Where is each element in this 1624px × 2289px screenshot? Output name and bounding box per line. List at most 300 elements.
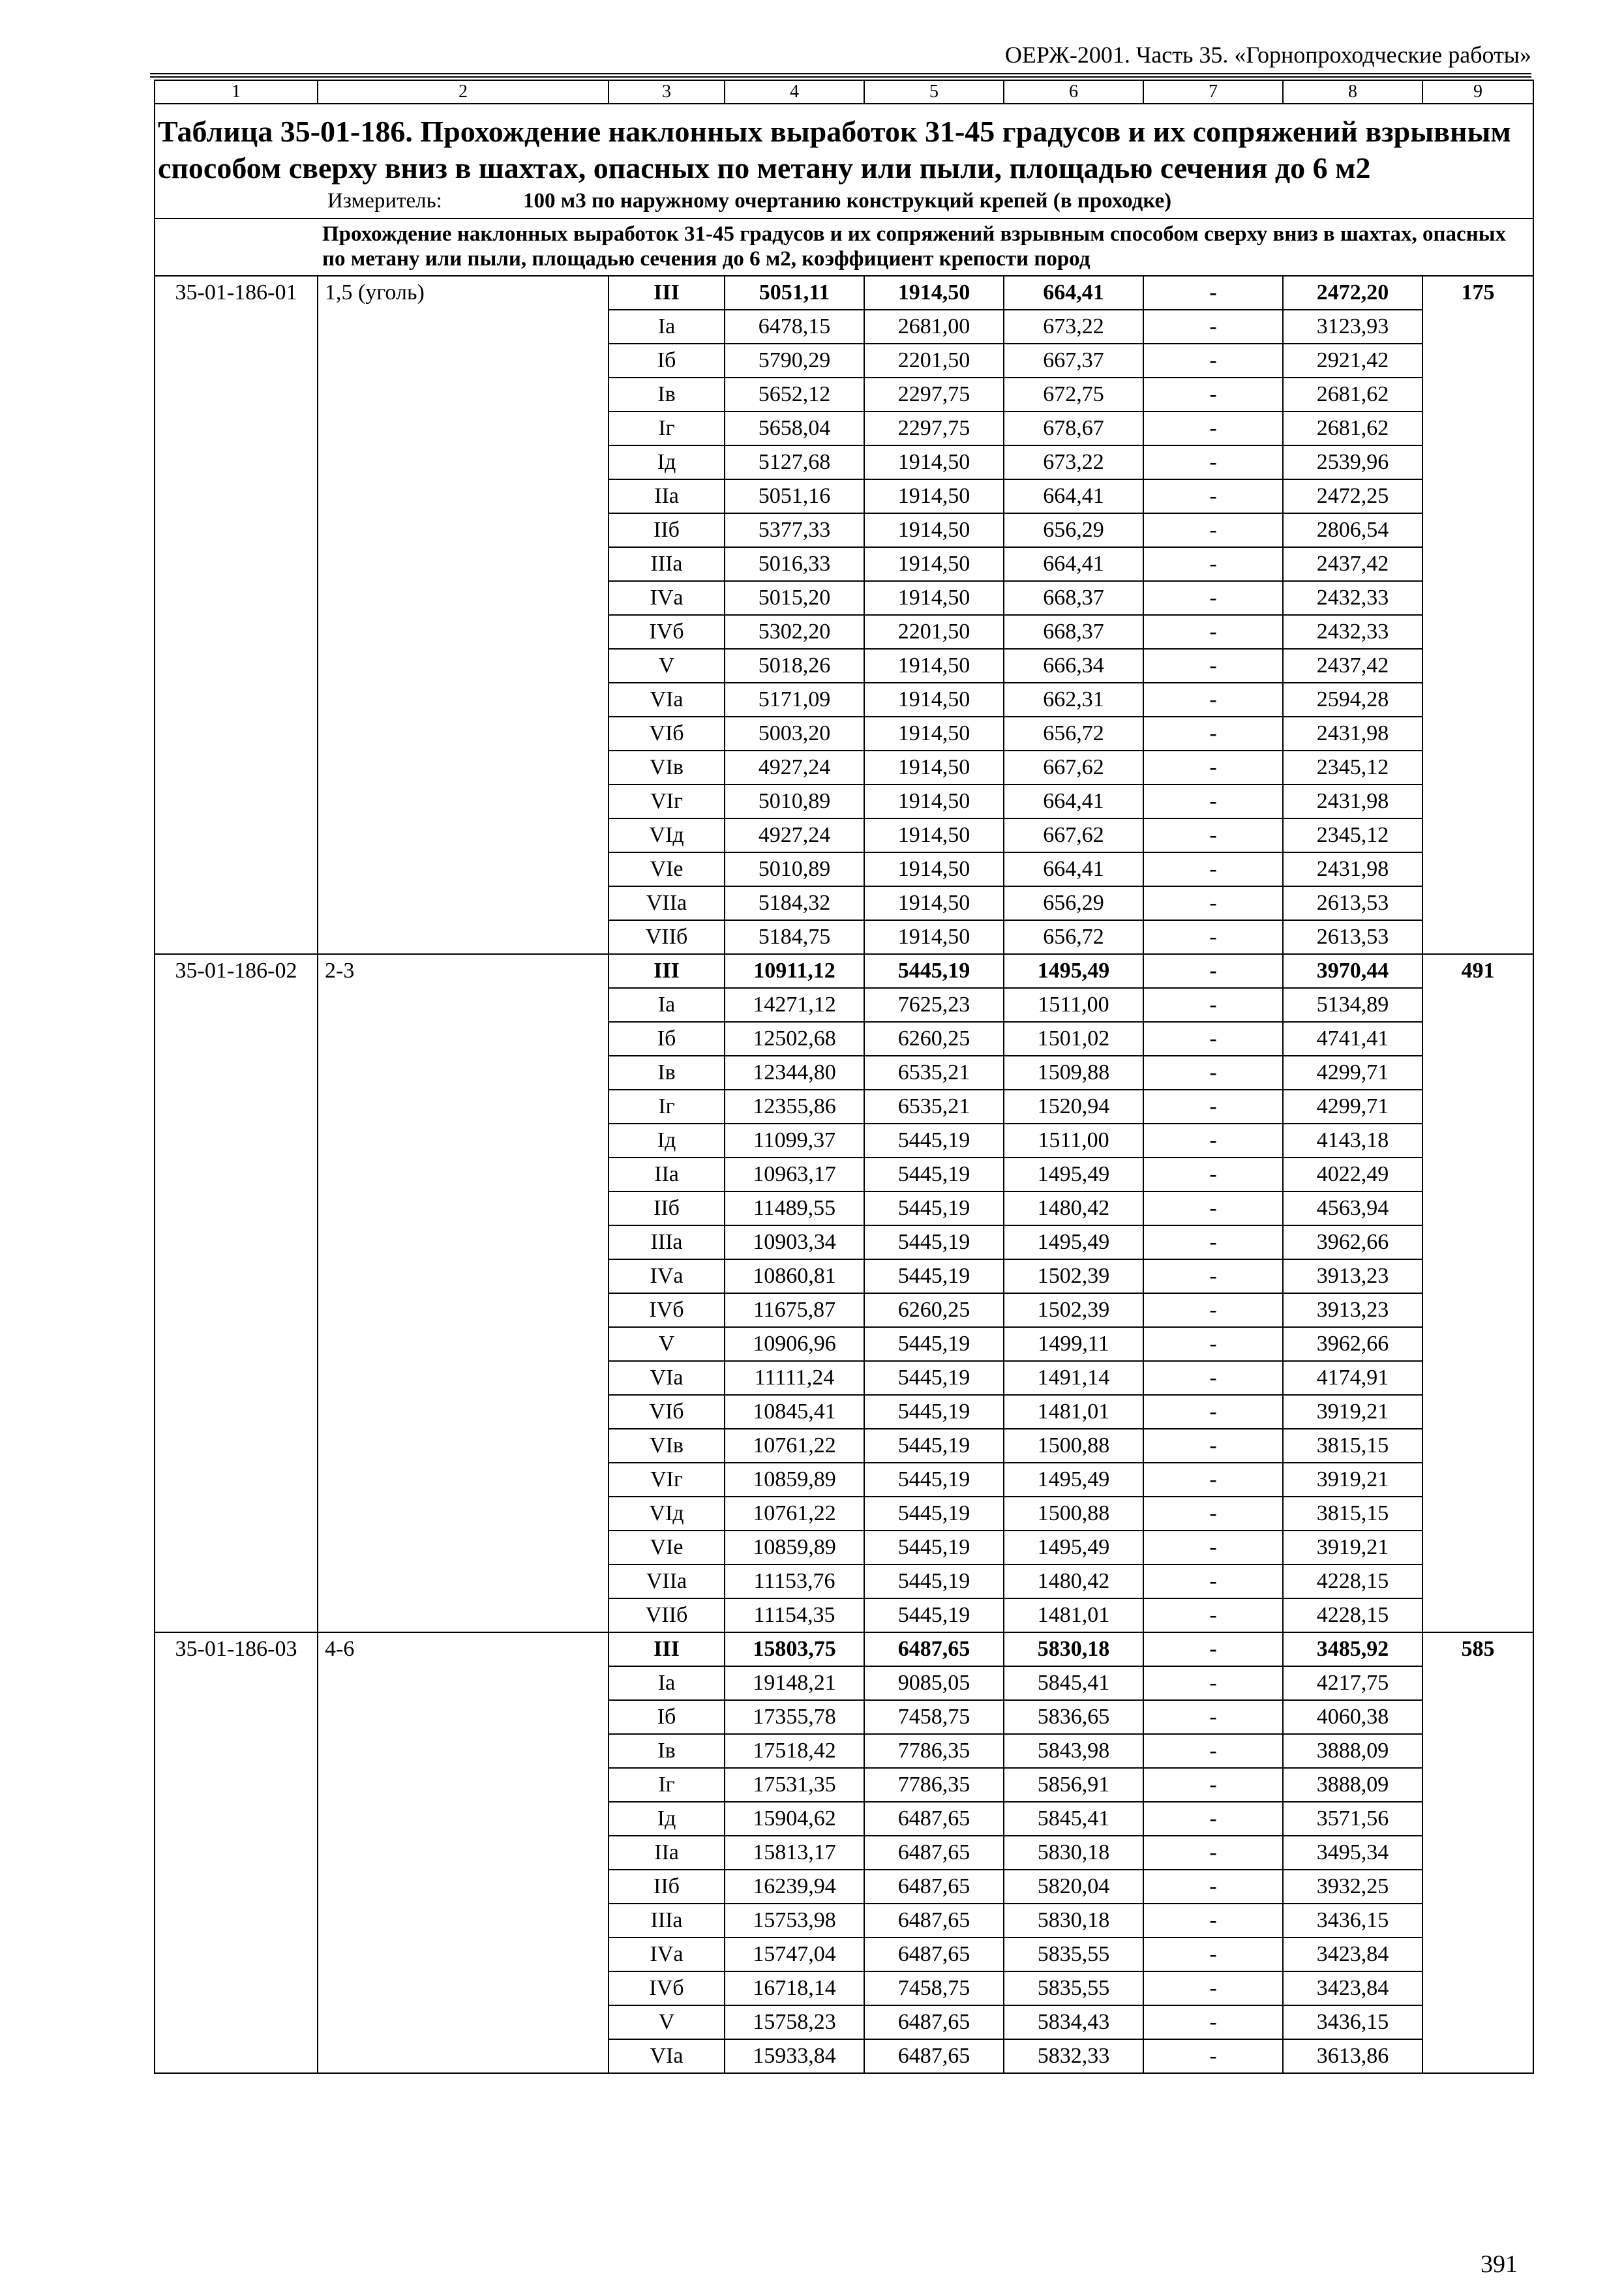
empty-cell [155,1564,318,1598]
empty-cell [155,2039,318,2073]
cost-drivers: - [1143,310,1283,344]
cost-machines: 1491,14 [1004,1361,1143,1395]
cost-machines: 664,41 [1004,479,1143,513]
cost-direct: 5652,12 [725,378,864,411]
cost-direct: 12355,86 [725,1090,864,1124]
table-row [155,886,1533,920]
cost-machines: 5836,65 [1004,1700,1143,1734]
col-num: 1 [155,80,318,104]
cost-direct: 16239,94 [725,1870,864,1904]
cost-direct: 15758,23 [725,2005,864,2039]
table-row [155,1904,1533,1937]
cost-wages: 9085,05 [864,1666,1004,1700]
cost-direct: 19148,21 [725,1666,864,1700]
cost-drivers: - [1143,886,1283,920]
cost-materials: 3423,84 [1283,1971,1422,2005]
empty-cell [155,1497,318,1531]
cost-direct: 12344,80 [725,1056,864,1090]
empty-cell [318,445,609,479]
cost-wages: 2297,75 [864,411,1004,445]
cost-drivers: - [1143,1870,1283,1904]
cost-drivers: - [1143,479,1283,513]
cost-machines: 668,37 [1004,615,1143,649]
empty-cell [1422,1666,1533,1700]
cost-materials: 3571,56 [1283,1802,1422,1836]
cost-wages: 1914,50 [864,649,1004,683]
cost-machines: 667,62 [1004,751,1143,785]
empty-cell [318,2005,609,2039]
zone-label: IVа [609,1259,725,1293]
zone-label: Iв [609,1056,725,1090]
cost-direct: 11153,76 [725,1564,864,1598]
zone-label: V [609,2005,725,2039]
zone-label: Iг [609,1768,725,1802]
empty-cell [318,411,609,445]
table-row [155,1090,1533,1124]
empty-cell [1422,378,1533,411]
cost-machines: 1495,49 [1004,954,1143,988]
cost-drivers: - [1143,1632,1283,1666]
table-row [155,1293,1533,1327]
empty-cell [155,2005,318,2039]
empty-cell [155,649,318,683]
table-row [155,920,1533,954]
empty-cell [1422,1090,1533,1124]
empty-cell [318,683,609,717]
empty-cell [155,683,318,717]
empty-cell [318,1259,609,1293]
empty-cell [155,1191,318,1225]
zone-label: IIб [609,1191,725,1225]
cost-wages: 5445,19 [864,1564,1004,1598]
col-num: 5 [864,80,1004,104]
rate-code: 35-01-186-01 [155,276,318,310]
cost-wages: 1914,50 [864,920,1004,954]
zone-label: IIб [609,1870,725,1904]
empty-cell [318,1158,609,1191]
empty-cell [155,581,318,615]
cost-drivers: - [1143,1700,1283,1734]
cost-machines: 1481,01 [1004,1598,1143,1632]
empty-cell [1422,547,1533,581]
empty-cell [155,378,318,411]
empty-cell [318,717,609,751]
cost-materials: 2437,42 [1283,547,1422,581]
cost-materials: 2437,42 [1283,649,1422,683]
empty-cell [155,1463,318,1497]
empty-cell [155,1531,318,1564]
table-row [155,445,1533,479]
table-row [155,1531,1533,1564]
empty-cell [1422,1802,1533,1836]
labor-cost: 585 [1422,1632,1533,1666]
empty-cell [318,2039,609,2073]
cost-drivers: - [1143,1836,1283,1870]
empty-cell [1422,1225,1533,1259]
cost-machines: 1480,42 [1004,1564,1143,1598]
empty-cell [1422,1836,1533,1870]
cost-drivers: - [1143,683,1283,717]
empty-cell [318,1293,609,1327]
zone-label: IVб [609,1293,725,1327]
cost-wages: 1914,50 [864,785,1004,818]
cost-wages: 5445,19 [864,1158,1004,1191]
cost-materials: 3436,15 [1283,1904,1422,1937]
table-row [155,411,1533,445]
zone-label: IIа [609,1836,725,1870]
header-rule [150,73,1531,78]
cost-materials: 2431,98 [1283,785,1422,818]
cost-machines: 664,41 [1004,852,1143,886]
zone-label: III [609,1632,725,1666]
cost-direct: 10906,96 [725,1327,864,1361]
empty-cell [155,479,318,513]
cost-materials: 4174,91 [1283,1361,1422,1395]
empty-cell [318,1429,609,1463]
empty-cell [1422,1768,1533,1802]
empty-cell [155,1158,318,1191]
zone-label: Iд [609,1124,725,1158]
cost-machines: 1500,88 [1004,1497,1143,1531]
cost-machines: 1509,88 [1004,1056,1143,1090]
zone-label: VIа [609,683,725,717]
zone-label: IVб [609,615,725,649]
cost-direct: 5016,33 [725,547,864,581]
cost-drivers: - [1143,344,1283,378]
empty-cell [1422,411,1533,445]
empty-cell [318,310,609,344]
cost-machines: 5845,41 [1004,1666,1143,1700]
empty-cell [155,1225,318,1259]
cost-materials: 4228,15 [1283,1598,1422,1632]
cost-machines: 5845,41 [1004,1802,1143,1836]
cost-materials: 2472,20 [1283,276,1422,310]
cost-direct: 17531,35 [725,1768,864,1802]
empty-cell [318,1700,609,1734]
cost-machines: 673,22 [1004,445,1143,479]
zone-label: IIIа [609,547,725,581]
empty-cell [318,1564,609,1598]
cost-drivers: - [1143,378,1283,411]
cost-machines: 664,41 [1004,547,1143,581]
cost-direct: 10845,41 [725,1395,864,1429]
cost-drivers: - [1143,1937,1283,1971]
table-row [155,1802,1533,1836]
cost-materials: 3613,86 [1283,2039,1422,2073]
zone-label: VIIа [609,886,725,920]
cost-machines: 673,22 [1004,310,1143,344]
zone-label: VIг [609,785,725,818]
cost-wages: 5445,19 [864,1429,1004,1463]
cost-drivers: - [1143,615,1283,649]
empty-cell [318,1870,609,1904]
cost-wages: 2681,00 [864,310,1004,344]
unit-label: Измеритель: [327,189,442,213]
cost-wages: 5445,19 [864,1531,1004,1564]
empty-cell [155,513,318,547]
empty-cell [1422,1497,1533,1531]
cost-wages: 1914,50 [864,852,1004,886]
empty-cell [318,649,609,683]
table-row [155,2005,1533,2039]
cost-machines: 1495,49 [1004,1158,1143,1191]
cost-machines: 664,41 [1004,276,1143,310]
empty-cell [1422,1971,1533,2005]
cost-wages: 6260,25 [864,1022,1004,1056]
cost-drivers: - [1143,1531,1283,1564]
cost-direct: 5015,20 [725,581,864,615]
zone-label: IVа [609,581,725,615]
empty-cell [155,1598,318,1632]
zone-label: VIIа [609,1564,725,1598]
cost-drivers: - [1143,513,1283,547]
cost-materials: 3962,66 [1283,1327,1422,1361]
zone-label: VIг [609,1463,725,1497]
cost-materials: 4299,71 [1283,1090,1422,1124]
cost-direct: 17518,42 [725,1734,864,1768]
cost-materials: 2345,12 [1283,751,1422,785]
zone-label: IIIа [609,1225,725,1259]
empty-cell [1422,479,1533,513]
cost-materials: 3888,09 [1283,1734,1422,1768]
cost-machines: 1502,39 [1004,1293,1143,1327]
cost-materials: 3495,34 [1283,1836,1422,1870]
cost-drivers: - [1143,1090,1283,1124]
cost-machines: 1480,42 [1004,1191,1143,1225]
cost-materials: 4228,15 [1283,1564,1422,1598]
table-row [155,1870,1533,1904]
col-num: 9 [1422,80,1533,104]
cost-materials: 4563,94 [1283,1191,1422,1225]
cost-wages: 6487,65 [864,1632,1004,1666]
cost-direct: 4927,24 [725,818,864,852]
cost-wages: 6487,65 [864,1836,1004,1870]
cost-machines: 1481,01 [1004,1395,1143,1429]
table-row [155,1259,1533,1293]
cost-direct: 15803,75 [725,1632,864,1666]
empty-cell [1422,751,1533,785]
zone-label: VIв [609,1429,725,1463]
table-row [155,785,1533,818]
zone-label: III [609,954,725,988]
empty-cell [1422,1361,1533,1395]
table-row [155,1463,1533,1497]
cost-wages: 6260,25 [864,1293,1004,1327]
cost-wages: 6535,21 [864,1056,1004,1090]
cost-direct: 10903,34 [725,1225,864,1259]
cost-direct: 11489,55 [725,1191,864,1225]
cost-direct: 10761,22 [725,1429,864,1463]
table-row [155,852,1533,886]
cost-wages: 7458,75 [864,1700,1004,1734]
col-num: 3 [609,80,725,104]
zone-label: Iг [609,411,725,445]
empty-cell [318,785,609,818]
cost-wages: 1914,50 [864,547,1004,581]
cost-drivers: - [1143,1802,1283,1836]
empty-cell [1422,310,1533,344]
empty-cell [318,1531,609,1564]
cost-drivers: - [1143,1734,1283,1768]
empty-cell [155,1700,318,1734]
table-row [155,1225,1533,1259]
cost-drivers: - [1143,1395,1283,1429]
empty-cell [318,1836,609,1870]
empty-cell [1422,513,1533,547]
rock-hardness: 1,5 (уголь) [318,276,609,310]
cost-wages: 1914,50 [864,751,1004,785]
cost-machines: 5834,43 [1004,2005,1143,2039]
cost-drivers: - [1143,1056,1283,1090]
cost-direct: 15933,84 [725,2039,864,2073]
empty-cell [318,378,609,411]
empty-cell [1422,445,1533,479]
empty-cell [318,852,609,886]
table-row [155,1734,1533,1768]
cost-wages: 2297,75 [864,378,1004,411]
empty-cell [318,1191,609,1225]
cost-materials: 4060,38 [1283,1700,1422,1734]
cost-direct: 17355,78 [725,1700,864,1734]
cost-drivers: - [1143,1564,1283,1598]
cost-drivers: - [1143,818,1283,852]
table-row [155,310,1533,344]
column-number-row [155,80,1533,104]
empty-cell [318,1056,609,1090]
labor-cost: 175 [1422,276,1533,310]
cost-direct: 15747,04 [725,1937,864,1971]
cost-wages: 5445,19 [864,1327,1004,1361]
table-row [155,479,1533,513]
cost-wages: 1914,50 [864,886,1004,920]
empty-cell [155,445,318,479]
zone-label: IVа [609,1937,725,1971]
cost-wages: 5445,19 [864,1395,1004,1429]
cost-machines: 656,29 [1004,513,1143,547]
empty-cell [1422,2005,1533,2039]
cost-wages: 2201,50 [864,344,1004,378]
zone-label: V [609,1327,725,1361]
empty-cell [155,852,318,886]
empty-cell [1422,1564,1533,1598]
cost-drivers: - [1143,1768,1283,1802]
cost-drivers: - [1143,717,1283,751]
cost-wages: 7786,35 [864,1734,1004,1768]
cost-materials: 5134,89 [1283,988,1422,1022]
cost-direct: 5003,20 [725,717,864,751]
col-num: 7 [1143,80,1283,104]
empty-cell [318,513,609,547]
table-row [155,1937,1533,1971]
cost-direct: 10859,89 [725,1463,864,1497]
table-row [155,1836,1533,1870]
empty-cell [318,1802,609,1836]
empty-cell [1422,683,1533,717]
cost-drivers: - [1143,1463,1283,1497]
cost-machines: 668,37 [1004,581,1143,615]
table-row [155,1666,1533,1700]
cost-materials: 3815,15 [1283,1497,1422,1531]
cost-materials: 3919,21 [1283,1395,1422,1429]
cost-direct: 5018,26 [725,649,864,683]
cost-materials: 4022,49 [1283,1158,1422,1191]
empty-cell [155,310,318,344]
cost-machines: 5856,91 [1004,1768,1143,1802]
table-row [155,1056,1533,1090]
cost-wages: 1914,50 [864,479,1004,513]
cost-materials: 3423,84 [1283,1937,1422,1971]
cost-materials: 2431,98 [1283,852,1422,886]
cost-machines: 5830,18 [1004,1904,1143,1937]
cost-machines: 5832,33 [1004,2039,1143,2073]
cost-materials: 2613,53 [1283,886,1422,920]
table-row [155,1158,1533,1191]
cost-materials: 2681,62 [1283,411,1422,445]
cost-machines: 1502,39 [1004,1259,1143,1293]
empty-cell [155,1836,318,1870]
empty-cell [318,751,609,785]
empty-cell [155,1870,318,1904]
cost-machines: 1499,11 [1004,1327,1143,1361]
empty-cell [155,615,318,649]
title-row [155,104,1533,218]
cost-machines: 1495,49 [1004,1225,1143,1259]
cost-direct: 5171,09 [725,683,864,717]
cost-machines: 656,29 [1004,886,1143,920]
cost-machines: 1495,49 [1004,1531,1143,1564]
cost-wages: 6487,65 [864,1904,1004,1937]
cost-direct: 5010,89 [725,852,864,886]
cost-wages: 7458,75 [864,1971,1004,2005]
empty-cell [318,1971,609,2005]
empty-cell [318,1463,609,1497]
cost-wages: 5445,19 [864,1497,1004,1531]
cost-drivers: - [1143,547,1283,581]
table-row [155,378,1533,411]
zone-label: VIа [609,2039,725,2073]
empty-cell [318,581,609,615]
empty-cell [1422,1022,1533,1056]
table-row [155,276,1533,310]
empty-cell [318,1666,609,1700]
cost-drivers: - [1143,445,1283,479]
empty-cell [1422,886,1533,920]
empty-cell [1422,1259,1533,1293]
cost-machines: 5843,98 [1004,1734,1143,1768]
zone-label: Iг [609,1090,725,1124]
cost-wages: 5445,19 [864,1225,1004,1259]
cost-materials: 2432,33 [1283,615,1422,649]
table-row [155,513,1533,547]
zone-label: IIа [609,1158,725,1191]
cost-machines: 5830,18 [1004,1632,1143,1666]
table-row [155,547,1533,581]
zone-label: VIе [609,1531,725,1564]
cost-wages: 1914,50 [864,818,1004,852]
cost-direct: 5010,89 [725,785,864,818]
cost-drivers: - [1143,1666,1283,1700]
cost-materials: 3485,92 [1283,1632,1422,1666]
cost-drivers: - [1143,1158,1283,1191]
empty-cell [155,717,318,751]
empty-cell [155,547,318,581]
cost-wages: 6487,65 [864,1870,1004,1904]
empty-cell [1422,920,1533,954]
empty-cell [155,1090,318,1124]
cost-direct: 5184,32 [725,886,864,920]
col-num: 8 [1283,80,1422,104]
cost-drivers: - [1143,1904,1283,1937]
